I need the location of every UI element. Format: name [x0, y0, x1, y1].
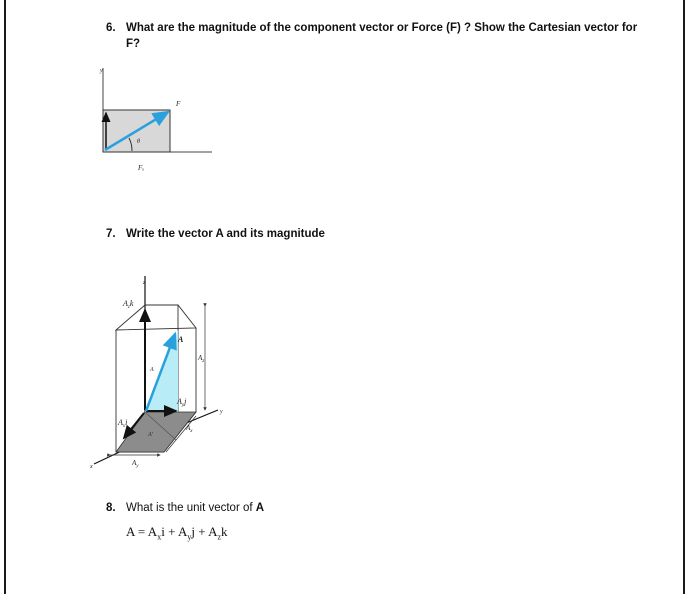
formula-term-z-sub: z	[217, 532, 222, 542]
fig2-azk-label: $A_zk$	[123, 299, 134, 310]
formula-lhs: A	[126, 524, 135, 539]
fig2-ayj-label: $A_yj$	[177, 397, 187, 408]
fig2-axi-label: $A_xi$	[118, 418, 128, 429]
fig2-a-label: A	[178, 335, 184, 344]
fig2-x-axis-label: x	[90, 464, 93, 470]
fig1-fx-label: Fₓ	[138, 164, 145, 172]
formula-term-z-unit: k	[221, 524, 228, 539]
question-6-text: What are the magnitude of the component vector or Force (F) ? Show the Cartesian vector for	[126, 22, 638, 34]
question-7-number: 7.	[106, 228, 116, 240]
fig2-a-prime-label: A'	[148, 432, 153, 438]
fig2-a-inner-label: A	[150, 367, 154, 373]
fig2-az-label: $A_z$	[198, 354, 205, 364]
fig1-theta-label: θ	[137, 139, 140, 145]
fig1-f-label: F	[176, 100, 181, 108]
fig2-ay-label: $A_y$	[132, 459, 139, 469]
question-8-text-bold: A	[255, 502, 265, 514]
fig1-y-label: y	[100, 68, 103, 74]
question-8-number: 8.	[106, 502, 116, 514]
formula-equals: =	[134, 524, 148, 539]
formula-term-x: A	[147, 524, 158, 539]
vector-3d-figure	[89, 276, 223, 470]
question-6-number: 6.	[106, 22, 116, 34]
formula-term-y-unit: j	[191, 524, 195, 539]
formula-term-x-sub: x	[157, 532, 162, 542]
fig2-z-label: z	[143, 280, 146, 286]
fig2-ax-label: $A_x$	[186, 424, 193, 434]
force-component-figure	[99, 68, 212, 172]
question-6-continuation: F?	[126, 38, 141, 50]
formula-term-z: A	[208, 524, 218, 539]
question-8-text: What is the unit vector of	[126, 502, 256, 514]
question-7-text: Write the vector A and its magnitude	[126, 228, 325, 240]
formula-term-x-unit: i	[161, 524, 165, 539]
formula-term-y: A	[177, 524, 188, 539]
formula-plus-2: +	[194, 524, 209, 539]
formula-term-y-sub: y	[187, 532, 192, 542]
fig2-y-axis-label: y	[220, 409, 223, 415]
formula-plus-1: +	[164, 524, 178, 539]
